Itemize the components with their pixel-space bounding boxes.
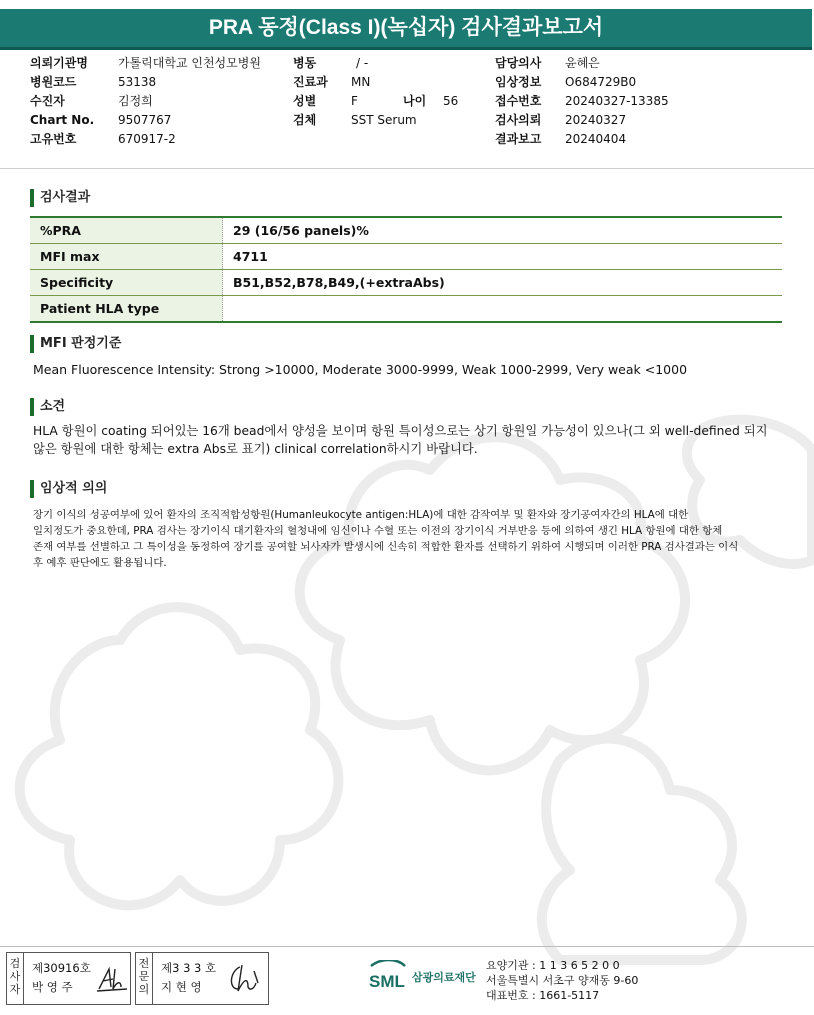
info-value: 가톨릭대학교 인천성모병원 (118, 56, 261, 70)
result-value: B51,B52,B78,B49,(+extraAbs) (223, 270, 783, 296)
tester-name: 박 영 주 (32, 980, 73, 994)
info-label: 수진자 (30, 94, 65, 108)
clinical-line: 일치정도가 중요한데, PRA 검사는 장기이식 대기환자의 혈청내에 임신이나 수혈 또는 이전의 장기이식 거부반응 등에 의하여 생긴 HLA 항원에 대한 항체 (33, 525, 723, 537)
report-title: PRA 동정(Class I)(녹십자) 검사결과보고서 (0, 9, 812, 50)
info-value: 20240404 (565, 132, 627, 146)
result-value: 29 (16/56 panels)% (223, 217, 783, 244)
info-value: 김정희 (118, 94, 153, 108)
specialist-name: 지 현 영 (161, 980, 202, 994)
info-label: 의뢰기관명 (30, 56, 88, 70)
result-value (223, 296, 783, 323)
info-value: 20240327-13385 (565, 94, 669, 108)
info-value: F (351, 94, 358, 108)
info-label: 성별 (293, 94, 317, 108)
tester-license-no: 제30916호 (32, 961, 91, 975)
clinical-line: 장기 이식의 성공여부에 있어 환자의 조직적합성항원(Humanleukocyte antigen:HLA)에 대한 감작여부 및 환자와 장기공여자간의 HLA에 대한 (33, 509, 689, 521)
info-label: 접수번호 (495, 94, 542, 108)
info-value: / - (356, 56, 369, 70)
info-row-institution (30, 54, 261, 73)
result-label: %PRA (30, 217, 223, 244)
info-row-unique-no (30, 130, 261, 149)
lab-name: 삼광의료재단 (412, 971, 476, 984)
clinical-text (33, 507, 778, 571)
info-label: 검체 (293, 113, 317, 127)
info-row-specimen (293, 111, 458, 130)
section-title-mfi: MFI 판정기준 (30, 335, 121, 353)
patient-info-left (30, 54, 261, 149)
info-row-report-date (495, 130, 669, 149)
info-label: 병동 (293, 56, 317, 70)
info-label: 진료과 (293, 75, 328, 89)
sml-logo-mark (367, 960, 409, 994)
tester-info (24, 953, 91, 1004)
clinical-line: 존재 여부를 선별하고 그 특이성을 동정하여 장기를 공여할 뇌사자가 발생시에 신속히 적합한 환자를 선택하기 위하여 시행되며 이러한 PRA 검사결과는 이식 (33, 541, 739, 553)
info-label: 검사의뢰 (495, 113, 542, 127)
table-row (30, 296, 782, 323)
result-label: Patient HLA type (30, 296, 223, 323)
info-value: 53138 (118, 75, 157, 89)
result-label: Specificity (30, 270, 223, 296)
info-row-hospital-code (30, 73, 261, 92)
info-value: 9507767 (118, 113, 172, 127)
specialist-signature (224, 961, 264, 997)
tester-signature (95, 963, 129, 997)
table-row (30, 270, 782, 296)
info-value: 20240327 (565, 113, 627, 127)
tester-label: 검 사 자 (7, 953, 24, 1004)
section-title-result: 검사결과 (30, 189, 90, 207)
patient-info-middle (293, 54, 458, 130)
lab-address (486, 958, 638, 1003)
info-row-request-date (495, 111, 669, 130)
specialist-sign-box (135, 952, 269, 1005)
table-row (30, 244, 782, 270)
info-label: Chart No. (30, 113, 95, 127)
result-label: MFI max (30, 244, 223, 270)
info-value: 윤혜은 (565, 56, 600, 70)
info-value: 56 (443, 94, 459, 108)
info-row-sex-age (293, 92, 458, 111)
section-title-opinion: 소견 (30, 398, 65, 416)
specialist-label: 전 문 의 (136, 953, 153, 1004)
opinion-line: HLA 항원이 coating 되어있는 16개 bead에서 양성을 보이며 항원 특이성으로는 상기 항원일 가능성이 있으나(그 외 well-defined 되지 (33, 424, 768, 438)
info-row-patient (30, 92, 261, 111)
opinion-text (33, 422, 778, 458)
result-value: 4711 (223, 244, 783, 270)
info-label: 임상정보 (495, 75, 542, 89)
table-row (30, 217, 782, 244)
mfi-criteria-text: Mean Fluorescence Intensity: Strong >10000, Moderate 3000-9999, Weak 1000-2999, Very weak <1000 (33, 362, 688, 377)
svg-text:SML: SML (369, 972, 405, 991)
specialist-license-no: 제3 3 3 호 (161, 961, 217, 975)
info-label: 담당의사 (495, 56, 542, 70)
info-row-receipt-no (495, 92, 669, 111)
specialist-info (153, 953, 216, 1004)
info-row-chart-no (30, 111, 261, 130)
section-title-clinical: 임상적 의의 (30, 480, 107, 498)
info-row-department (293, 73, 458, 92)
info-label: 병원코드 (30, 75, 77, 89)
tester-sign-box (6, 952, 131, 1005)
header-divider (0, 168, 814, 169)
footer-divider (0, 946, 814, 947)
lab-logo (367, 960, 476, 994)
info-row-clinical-info (495, 73, 669, 92)
info-row-doctor (495, 54, 669, 73)
address-line: 대표번호 : 1661-5117 (486, 989, 600, 1002)
patient-info-right (495, 54, 669, 149)
result-table (30, 216, 782, 323)
info-label: 결과보고 (495, 132, 542, 146)
info-row-ward (293, 54, 458, 73)
info-label: 고유번호 (30, 132, 77, 146)
info-value: MN (351, 75, 371, 89)
info-value: O684729B0 (565, 75, 637, 89)
address-line: 서울특별시 서초구 양재동 9-60 (486, 974, 639, 987)
info-value: SST Serum (351, 113, 417, 127)
info-value: 670917-2 (118, 132, 176, 146)
info-label: 나이 (403, 94, 427, 108)
address-line: 요양기관 : 1 1 3 6 5 2 0 0 (486, 959, 620, 972)
clinical-line: 후 예후 판단에도 활용됩니다. (33, 557, 167, 569)
opinion-line: 않은 항원에 대한 항체는 extra Abs로 표기) clinical correlation하시기 바랍니다. (33, 442, 478, 456)
